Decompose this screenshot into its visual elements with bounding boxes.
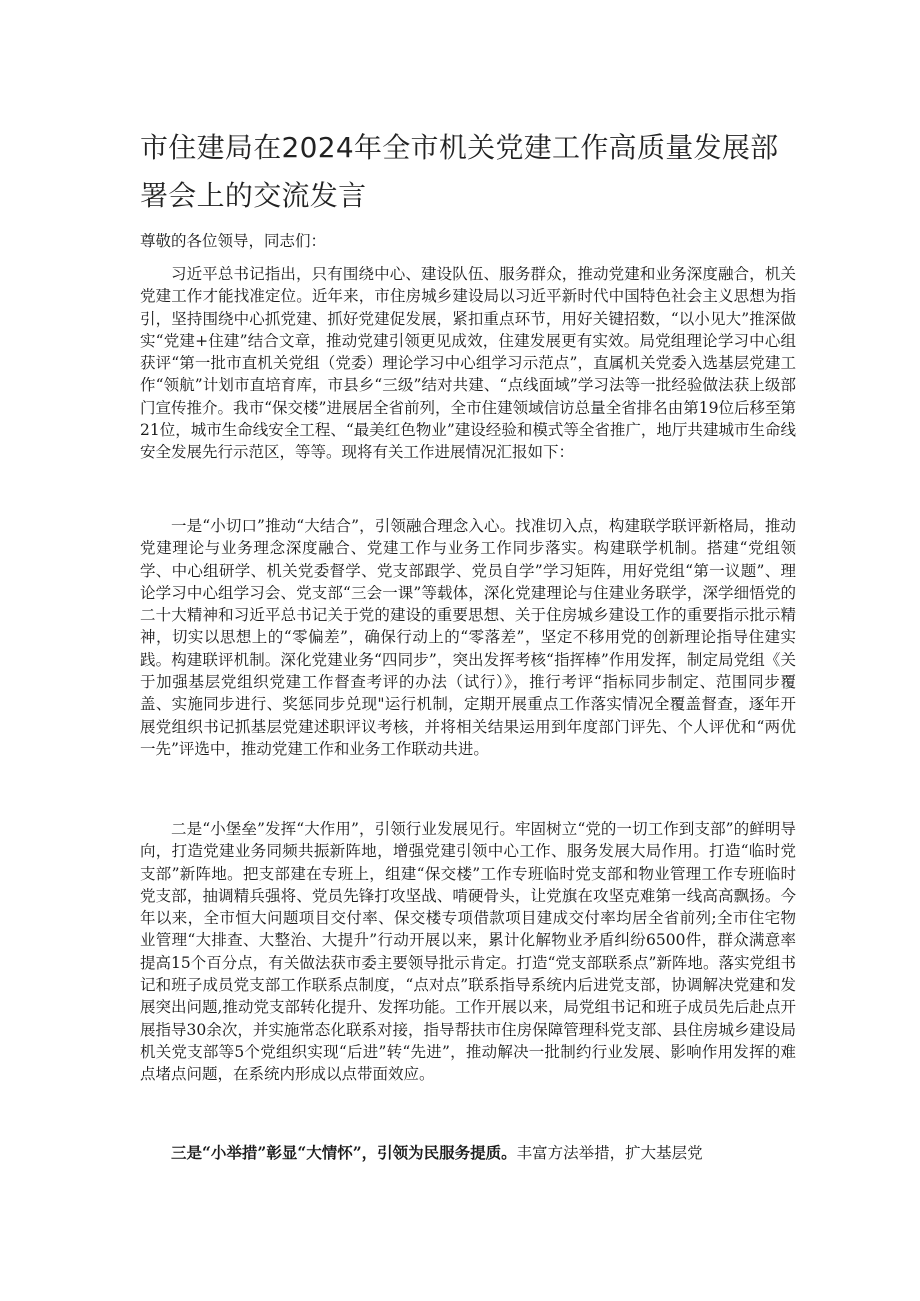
paragraph-point-three xyxy=(140,1142,796,1164)
document-title: 市住建局在2024年全市机关党建工作高质量发展部署会上的交流发言 xyxy=(140,131,779,212)
paragraph-lead-bold: 三是“小举措”彰显“大情怀”，引领为民服务提质。 xyxy=(171,1143,517,1162)
paragraph-rest: 丰富方法举措，扩大基层党 xyxy=(516,1144,703,1162)
paragraph-point-two: 二是“小堡垒”发挥“大作用”，引领行业发展见行。牢固树立“党的一切工作到支部”的鲜明导向，打造党建业务同频共振新阵地，增强党建引领中心工作、服务发展大局作用。打造“临时党支部”新阵地。把支部建在专班上，组建“保交楼”工作专班临时党支部和物业管理工作专班临时党支部，抽调精兵强将、党员先锋打攻坚战、啃硬骨头，让党旗在攻坚克难第一线高高飘扬。今年以来，全市恒大问题项目交付率、保交楼专项借款项目建成交付率均居全省前列;全市住宅物业管理“大排查、大整治、大提升”行动开展以来，累计化解物业矛盾纠纷6500件，群众满意率提高15个百分点，有关做法获市委主要领导批示肯定。打造“党支部联系点”新阵地。落实党组书记和班子成员党支部工作联系点制度，“点对点”联系指导系统内后进党支部，协调解决党建和发展突出问题,推动党支部转化提升、发挥功能。工作开展以来，局党组书记和班子成员先后赴点开展指导30余次，并实施常态化联系对接，指导帮扶市住房保障管理科党支部、县住房城乡建设局机关党支部等5个党组织实现“后进”转“先进”，推动解决一批制约行业发展、影响作用发挥的难点堵点问题，在系统内形成以点带面效应。 xyxy=(140,820,796,1084)
paragraph-intro: 习近平总书记指出，只有围绕中心、建设队伍、服务群众，推动党建和业务深度融合，机关党建工作才能找准定位。近年来，市住房城乡建设局以习近平新时代中国特色社会主义思想为指引，坚持围绕中心抓党建、抓好党建促发展，紧扣重点环节，用好关键招数，“以小见大”推深做实“党建+住建”结合文章，推动党建引领更见成效，住建发展更有实效。局党组理论学习中心组获评“第一批市直机关党组（党委）理论学习中心组学习示范点”，直属机关党委入选基层党建工作“领航”计划市直培育库，市县乡“三级”结对共建、“点线面域”学习法等一批经验做法获上级部门宣传推介。我市“保交楼”进展居全省前列，全市住建领域信访总量全省排名由第19位后移至第21位，城市生命线安全工程、“最美红色物业”建设经验和模式等全省推广，地厅共建城市生命线安全发展先行示范区，等等。现将有关工作进展情况汇报如下： xyxy=(140,265,796,462)
salutation: 尊敬的各位领导，同志们： xyxy=(140,232,327,250)
paragraph-point-one: 一是“小切口”推动“大结合”，引领融合理念入心。找准切入点，构建联学联评新格局，推动党建理论与业务理念深度融合、党建工作与业务工作同步落实。构建联学机制。搭建“党组领学、中心组研学、机关党委督学、党支部跟学、党员自学”学习矩阵，用好党组“第一议题”、理论学习中心组学习会、党支部“三会一课”等载体，深化党建理论与住建业务联学，深学细悟党的二十大精神和习近平总书记关于党的建设的重要思想、关于住房城乡建设工作的重要指示批示精神，切实以思想上的“零偏差”，确保行动上的“零落差”，坚定不移用党的创新理论指导住建实践。构建联评机制。深化党建业务“四同步”，突出发挥考核“指挥棒”作用发挥，制定局党组《关于加强基层党组织党建工作督查考评的办法（试行）》，推行考评“指标同步制定、范围同步覆盖、实施同步进行、奖惩同步兑现"运行机制，定期开展重点工作落实情况全覆盖督查，逐年开展党组织书记抓基层党建述职评议考核，并将相关结果运用到年度部门评先、个人评优和“两优一先”评选中，推动党建工作和业务工作联动共进。 xyxy=(140,517,796,758)
